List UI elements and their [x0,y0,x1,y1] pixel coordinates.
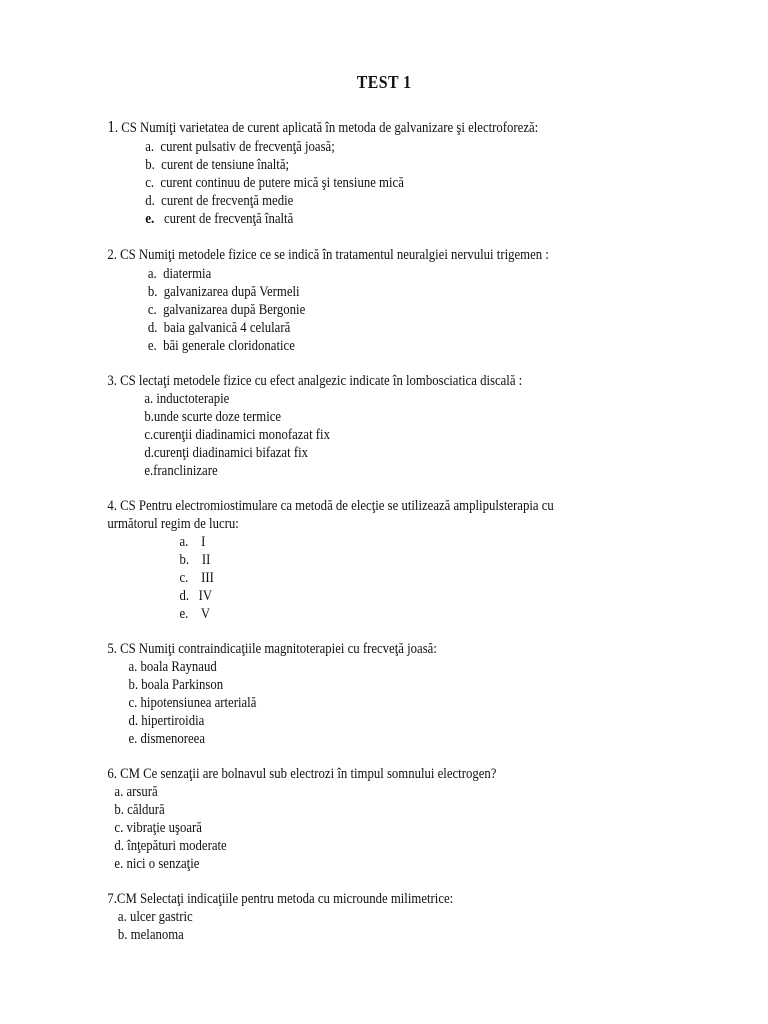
question-3-option-c: c.curenţii diadinamici monofazat fix [144,427,330,443]
question-1-option-b: b. curent de tensiune înaltă; [145,157,290,173]
question-6-option-d: d. înţepături moderate [114,838,227,854]
question-7-option-a: a. ulcer gastric [117,909,193,925]
page-title: TEST 1 [356,72,412,92]
question-5-text: 5. CS Numiţi contraindicaţiile magnitoterapiei cu frecveţă joasă: [107,641,437,657]
question-2-text: 2. CS Numiţi metodele fizice ce se indică în tratamentul neuralgiei nervului trigemen : [107,247,549,263]
question-6-option-a: a. arsură [114,784,158,800]
question-5-option-e: e. dismenoreea [128,731,206,747]
question-4-text-line1: 4. CS Pentru electromiostimulare ca metodă de elecţie se utilizează amplipulsterapia cu [107,498,554,514]
question-1-option-c: c. curent continuu de putere mică şi tensiune mică [145,175,404,191]
question-1-text: 1. CS Numiţi varietatea de curent aplicată în metoda de galvanizare şi electroforeză: [107,117,539,136]
question-2-option-d: d. baia galvanică 4 celulară [147,320,291,336]
question-1-number: 1 [107,117,115,136]
question-5-option-d: d. hipertiroidia [128,713,205,729]
question-6-option-c: c. vibraţie uşoară [114,820,202,836]
question-6-option-b: b. căldură [114,802,165,818]
question-3-option-a: a. inductoterapie [144,391,230,407]
question-4-option-e: e. V [179,606,211,622]
question-7-text: 7.CM Selectaţi indicaţiile pentru metoda cu microunde milimetrice: [107,891,454,907]
question-5-option-b: b. boala Parkinson [128,677,224,693]
question-4-option-b: b. II [179,552,211,568]
question-3-option-d: d.curenţi diadinamici bifazat fix [144,445,309,461]
question-1-option-d: d. curent de frecvenţă medie [145,193,294,209]
question-2-option-b: b. galvanizarea după Vermeli [147,284,300,300]
question-1-option-a: a. curent pulsativ de frecvenţă joasă; [145,139,335,155]
question-2-option-e: e. băi generale cloridonatice [147,338,295,354]
question-3-text: 3. CS lectaţi metodele fizice cu efect analgezic indicate în lombosciatica discală : [107,373,523,389]
question-7-option-b: b. melanoma [117,927,184,943]
question-2-option-c: c. galvanizarea după Bergonie [147,302,306,318]
question-4-option-c: c. III [179,570,214,586]
question-3-option-b: b.unde scurte doze termice [144,409,282,425]
question-2-option-a: a. diatermia [147,266,212,282]
question-5-option-a: a. boala Raynaud [128,659,217,675]
question-4-option-d: d. IV [179,588,213,604]
question-6-text: 6. CM Ce senzaţii are bolnavul sub electrozi în timpul somnului electrogen? [107,766,497,782]
question-4-text-line2: următorul regim de lucru: [107,516,239,532]
question-5-option-c: c. hipotensiunea arterială [128,695,257,711]
question-4-option-a: a. I [179,534,206,550]
question-1-option-e: e. curent de frecvenţă înaltă [145,211,294,227]
question-6-option-e: e. nici o senzaţie [114,856,200,872]
question-3-option-e: e.franclinizare [144,463,218,479]
